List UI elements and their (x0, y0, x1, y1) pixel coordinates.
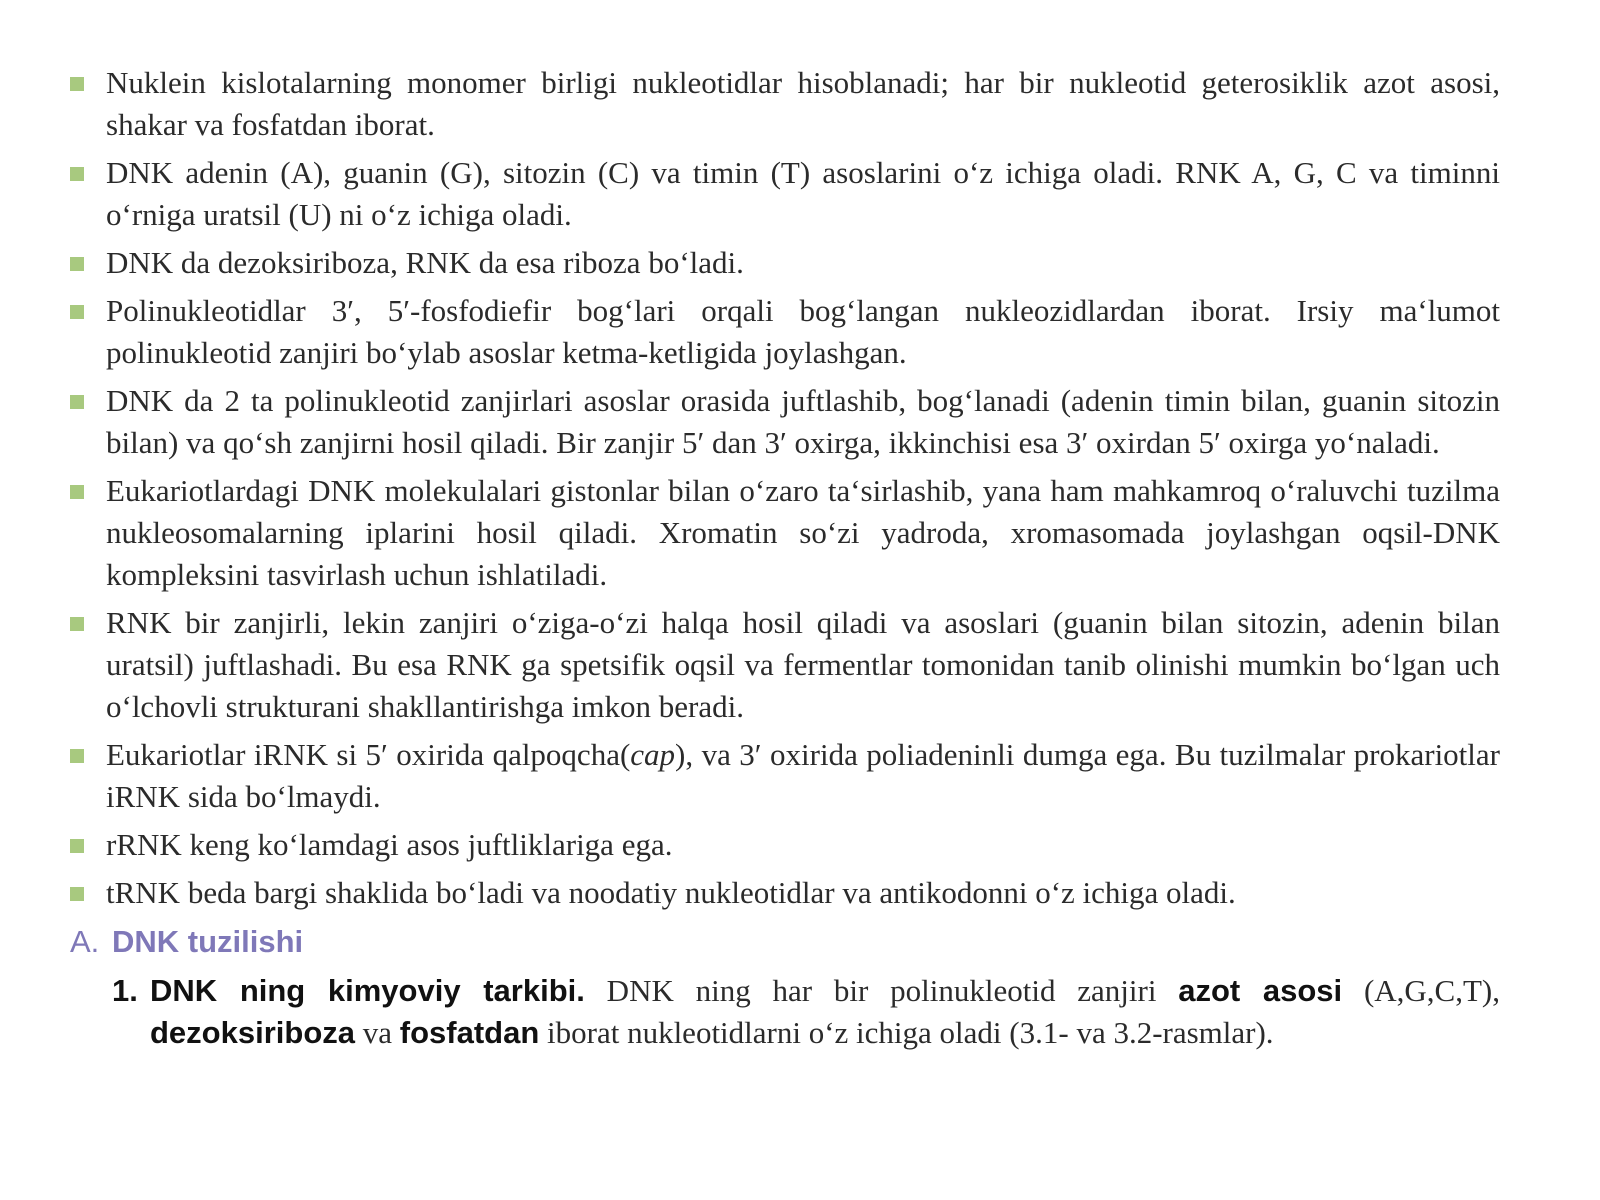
bullet-text: Polinukleotidlar 3′, 5′-fosfodiefir bog‘lari orqali bog‘langan nukleozidlardan iborat. Irsiy ma‘lumot polinukleotid zanjiri bo‘ylab asoslar ketma-ketligida joylashgan. (106, 293, 1500, 370)
bold-term: dezoksiriboza (150, 1015, 355, 1050)
item-number: 1. (112, 973, 138, 1008)
summary-bullet-list (70, 62, 1500, 914)
bullet-text: rRNK keng ko‘lamdagi asos juftliklariga ega. (106, 827, 673, 862)
bullet-text: DNK da dezoksiriboza, RNK da esa riboza bo‘ladi. (106, 245, 744, 280)
bullet-item (70, 152, 1500, 236)
square-bullet-icon (70, 77, 84, 91)
bold-term: fosfatdan (399, 1015, 540, 1050)
bullet-item (70, 380, 1500, 464)
square-bullet-icon (70, 167, 84, 181)
bullet-item (70, 602, 1500, 728)
item-text: (A,G,C,T), (1342, 973, 1500, 1008)
bullet-text (106, 737, 1500, 814)
square-bullet-icon (70, 617, 84, 631)
item-lead-heading: DNK ning kimyoviy tarkibi. (150, 973, 585, 1008)
bullet-text-part: ), va 3′ oxirida poliadeninli dumga ega. Bu tuzilmalar prokariotlar iRNK sida bo‘lmaydi. (106, 737, 1500, 814)
square-bullet-icon (70, 839, 84, 853)
square-bullet-icon (70, 485, 84, 499)
item-text: DNK ning har bir polinukleotid zanjiri (584, 973, 1179, 1008)
bullet-item (70, 62, 1500, 146)
section-heading (70, 920, 1500, 964)
bullet-item (70, 734, 1500, 818)
bullet-item (70, 824, 1500, 866)
bullet-item (70, 470, 1500, 596)
bold-term: azot asosi (1178, 973, 1343, 1008)
bullet-text: tRNK beda bargi shaklida bo‘ladi va noodatiy nukleotidlar va antikodonni o‘z ichiga oladi. (106, 875, 1236, 910)
bullet-text-part: Eukariotlar iRNK si 5′ oxirida qalpoqcha( (106, 737, 631, 772)
square-bullet-icon (70, 305, 84, 319)
item-text: va (355, 1015, 400, 1050)
numbered-item (112, 970, 1500, 1054)
square-bullet-icon (70, 395, 84, 409)
bullet-text: Eukariotlardagi DNK molekulalari gistonlar bilan o‘zaro ta‘sirlashib, yana ham mahkamroq o‘raluvchi tuzilma nukleosomalarning iplarini hosil qiladi. Xromatin so‘zi yadroda, xromasomada joylashgan oqsil-DNK kompleksini tasvirlash uchun ishlatiladi. (106, 473, 1500, 592)
item-text: iborat nukleotidlarni o‘z ichiga oladi (3.1- va 3.2-rasmlar). (539, 1015, 1274, 1050)
bullet-item (70, 290, 1500, 374)
square-bullet-icon (70, 887, 84, 901)
bullet-text: Nuklein kislotalarning monomer birligi nukleotidlar hisoblanadi; har bir nukleotid geterosiklik azot asosi, shakar va fosfatdan iborat. (106, 65, 1500, 142)
square-bullet-icon (70, 749, 84, 763)
bullet-item (70, 242, 1500, 284)
bullet-text: DNK da 2 ta polinukleotid zanjirlari asoslar orasida juftlashib, bog‘lanadi (adenin timin bilan, guanin sitozin bilan) va qo‘sh zanjirni hosil qiladi. Bir zanjir 5′ dan 3′ oxirga, ikkinchisi esa 3′ oxirdan 5′ oxirga yo‘naladi. (106, 383, 1500, 460)
square-bullet-icon (70, 257, 84, 271)
bullet-text: RNK bir zanjirli, lekin zanjiri o‘ziga-o‘zi halqa hosil qiladi va asoslari (guanin bilan sitozin, adenin bilan uratsil) juftlashadi. Bu esa RNK ga spetsifik oqsil va fermentlar tomonidan tanib olinishi mumkin bo‘lgan uch o‘lchovli strukturani shakllantirishga imkon beradi. (106, 605, 1500, 724)
bullet-item (70, 872, 1500, 914)
italic-term: cap (630, 737, 676, 772)
section-title-text: DNK tuzilishi (112, 924, 304, 959)
section-letter: A. (70, 924, 100, 959)
bullet-text: DNK adenin (A), guanin (G), sitozin (C) va timin (T) asoslarini o‘z ichiga oladi. RNK A, G, C va timinni o‘rniga uratsil (U) ni o‘z ichiga oladi. (106, 155, 1500, 232)
